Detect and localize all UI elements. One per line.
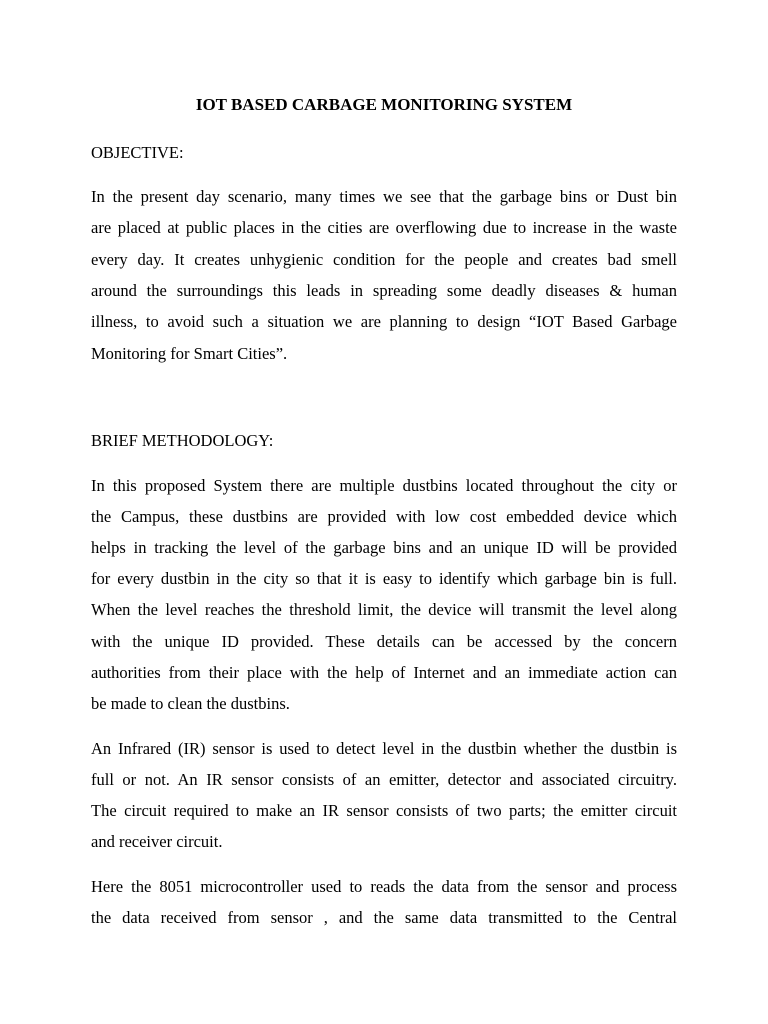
paragraph-line: the data received from sensor , and the same data transmitted to the Central bbox=[91, 908, 677, 927]
paragraph-line: around the surroundings this leads in spreading some deadly diseases & human bbox=[91, 281, 677, 300]
paragraph-line: In this proposed System there are multiple dustbins located throughout the city or bbox=[91, 476, 677, 495]
paragraph-line: The circuit required to make an IR sensor consists of two parts; the emitter circuit bbox=[91, 801, 677, 820]
paragraph-line: In the present day scenario, many times we see that the garbage bins or Dust bin bbox=[91, 187, 677, 206]
paragraph-line: be made to clean the dustbins. bbox=[91, 694, 290, 713]
paragraph-line: for every dustbin in the city so that it is easy to identify which garbage bin is full. bbox=[91, 569, 677, 588]
paragraph-line: Monitoring for Smart Cities”. bbox=[91, 344, 288, 363]
paragraph-line: When the level reaches the threshold limit, the device will transmit the level along bbox=[91, 600, 677, 619]
document-title: IOT BASED CARBAGE MONITORING SYSTEM bbox=[195, 95, 573, 114]
paragraph-line: and receiver circuit. bbox=[91, 832, 223, 851]
paragraph-line: authorities from their place with the help of Internet and an immediate action can bbox=[91, 663, 677, 682]
section-heading-objective: OBJECTIVE: bbox=[91, 143, 184, 162]
paragraph-line: helps in tracking the level of the garbage bins and an unique ID will be provided bbox=[91, 538, 677, 557]
section-heading-methodology: BRIEF METHODOLOGY: bbox=[91, 431, 274, 450]
paragraph-line: with the unique ID provided. These details can be accessed by the concern bbox=[91, 632, 677, 651]
paragraph-line: Here the 8051 microcontroller used to reads the data from the sensor and process bbox=[91, 877, 677, 896]
paragraph-line: An Infrared (IR) sensor is used to detect level in the dustbin whether the dustbin is bbox=[91, 739, 677, 758]
paragraph-line: illness, to avoid such a situation we are planning to design “IOT Based Garbage bbox=[91, 312, 677, 331]
paragraph-line: full or not. An IR sensor consists of an emitter, detector and associated circuitry. bbox=[91, 770, 677, 789]
paragraph-line: the Campus, these dustbins are provided with low cost embedded device which bbox=[91, 507, 677, 526]
paragraph-line: every day. It creates unhygienic condition for the people and creates bad smell bbox=[91, 250, 677, 269]
paragraph-line: are placed at public places in the cities are overflowing due to increase in the waste bbox=[91, 218, 677, 237]
